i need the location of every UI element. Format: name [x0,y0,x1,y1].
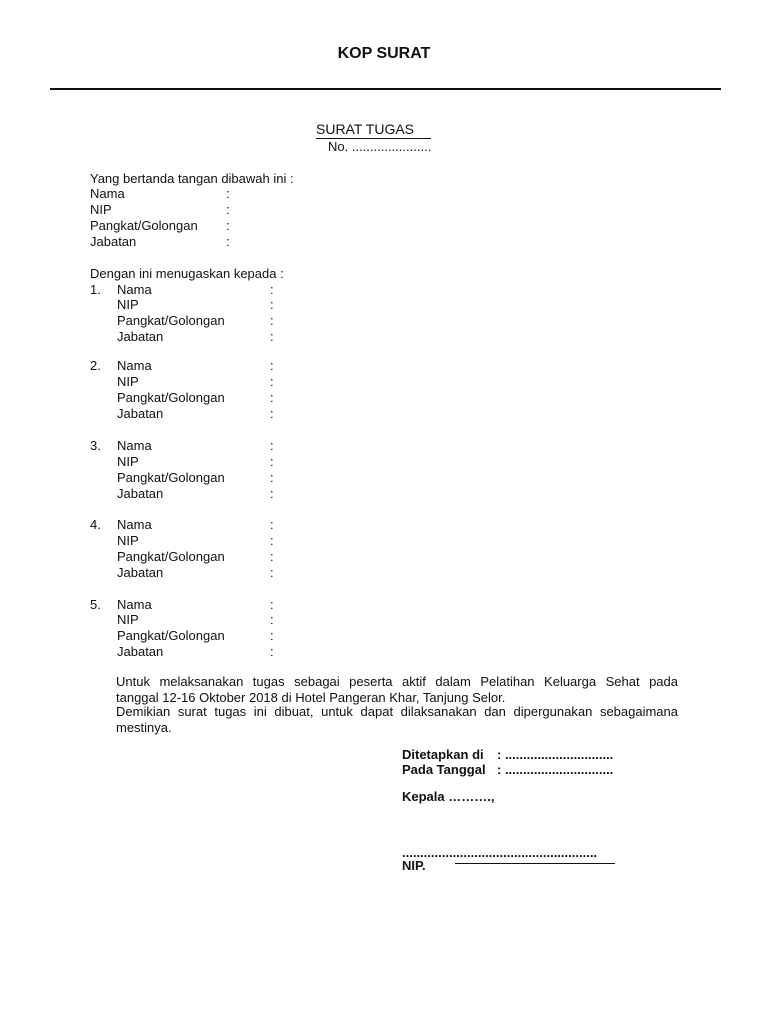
ditetapkan-value: : .............................. [497,747,614,762]
person-colon: : [270,612,274,627]
signer-label-pangkat: Pangkat/Golongan [90,218,198,233]
person-colon: : [270,565,274,580]
signer-label-nama: Nama [90,186,125,201]
person-label-pangkat: Pangkat/Golongan [117,470,225,485]
signer-colon: : [226,218,230,233]
signer-colon: : [226,234,230,249]
person-colon: : [270,597,274,612]
person-colon: : [270,390,274,405]
body-line: Demikian surat tugas ini dibuat, untuk dapat dilaksanakan dan dipergunakan sebagaimana [116,704,678,719]
person-label-pangkat: Pangkat/Golongan [117,390,225,405]
person-label-pangkat: Pangkat/Golongan [117,313,225,328]
document-number: No. ...................... [328,139,432,154]
person-label-jabatan: Jabatan [117,486,164,501]
person-label-nip: NIP [117,297,139,312]
person-label-pangkat: Pangkat/Golongan [117,549,225,564]
person-colon: : [270,549,274,564]
signer-label-jabatan: Jabatan [90,234,137,249]
person-colon: : [270,329,274,344]
tanggal-value: : .............................. [497,762,614,777]
person-label-pangkat: Pangkat/Golongan [117,628,225,643]
person-label-nip: NIP [117,612,139,627]
person-colon: : [270,297,274,312]
person-number: 4. [90,517,101,532]
person-colon: : [270,470,274,485]
person-label-nip: NIP [117,374,139,389]
person-label-nip: NIP [117,454,139,469]
person-colon: : [270,517,274,532]
person-label-nip: NIP [117,533,139,548]
body-paragraph-2 [116,704,678,736]
person-label-jabatan: Jabatan [117,644,164,659]
person-colon: : [270,313,274,328]
signer-label-nip: NIP [90,202,112,217]
person-colon: : [270,282,274,297]
person-colon: : [270,533,274,548]
signer-colon: : [226,186,230,201]
kepala-title: Kepala ………., [402,789,495,804]
document-title: SURAT TUGAS [316,121,415,137]
person-colon: : [270,628,274,643]
signer-colon: : [226,202,230,217]
person-number: 2. [90,358,101,373]
nip-underline [455,863,615,864]
person-label-nama: Nama [117,438,152,453]
assignment-intro: Dengan ini menugaskan kepada : [90,266,284,281]
person-colon: : [270,438,274,453]
ditetapkan-label: Ditetapkan di [402,747,484,762]
person-label-jabatan: Jabatan [117,565,164,580]
body-paragraph-1 [116,674,678,706]
person-number: 1. [90,282,101,297]
nip-label: NIP. [402,858,426,873]
tanggal-label: Pada Tanggal [402,762,486,777]
signatory-name-line: ...................................................... [402,845,598,860]
signer-intro: Yang bertanda tangan dibawah ini : [90,171,294,186]
person-label-jabatan: Jabatan [117,406,164,421]
person-colon: : [270,374,274,389]
person-colon: : [270,454,274,469]
person-colon: : [270,486,274,501]
person-colon: : [270,358,274,373]
person-number: 5. [90,597,101,612]
body-line: mestinya. [116,720,172,735]
person-label-nama: Nama [117,597,152,612]
person-colon: : [270,406,274,421]
person-colon: : [270,644,274,659]
person-label-nama: Nama [117,282,152,297]
body-line: tanggal 12-16 Oktober 2018 di Hotel Pangeran Khar, Tanjung Selor. [116,690,506,705]
header-divider [50,88,721,90]
person-label-jabatan: Jabatan [117,329,164,344]
person-number: 3. [90,438,101,453]
person-label-nama: Nama [117,358,152,373]
kop-surat-heading: KOP SURAT [337,45,431,62]
person-label-nama: Nama [117,517,152,532]
body-line: Untuk melaksanakan tugas sebagai peserta aktif dalam Pelatihan Keluarga Sehat pada [116,674,678,689]
